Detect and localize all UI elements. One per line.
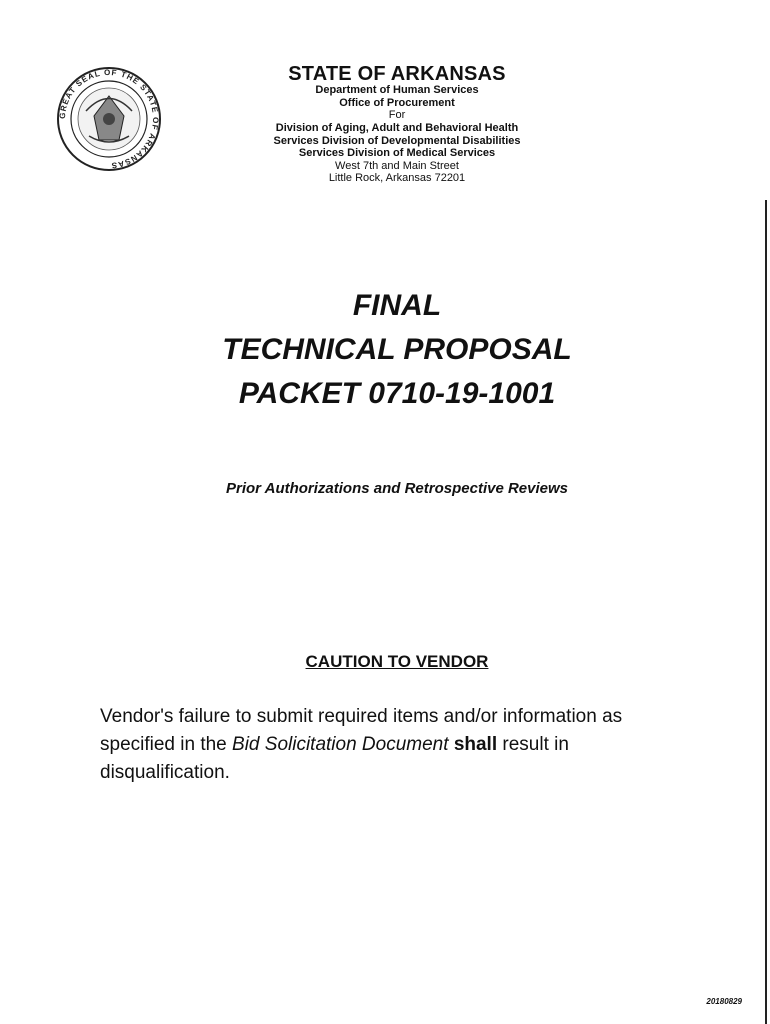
state-seal — [56, 66, 162, 172]
state-title: STATE OF ARKANSAS — [288, 63, 506, 85]
title-line-2: TECHNICAL PROPOSAL — [222, 333, 572, 366]
document-title — [100, 284, 694, 416]
title-line-1: FINAL — [352, 289, 442, 322]
division-line-2: Services Division of Developmental Disabilities — [273, 134, 521, 147]
title-line-3: PACKET 0710-19-1001 — [238, 377, 556, 410]
caution-text-part1: Vendor's failure to submit required items and/or information as specified in the — [100, 706, 623, 755]
caution-text-part3: result in disqualification. — [100, 734, 569, 783]
agency-header — [200, 64, 594, 185]
address-line-2: Little Rock, Arkansas 72201 — [328, 172, 466, 185]
caution-text-italic: Bid Solicitation Document — [232, 734, 449, 755]
division-line-3: Services Division of Medical Services — [298, 147, 496, 160]
scan-edge-line — [765, 200, 767, 1024]
caution-heading: CAUTION TO VENDOR — [305, 652, 489, 671]
caution-text — [100, 703, 680, 787]
caution-text-bold: shall — [453, 734, 498, 755]
for-label: For — [388, 109, 406, 122]
office-name: Office of Procurement — [339, 96, 455, 109]
address-line-1: West 7th and Main Street — [335, 159, 459, 172]
division-line-1: Division of Aging, Adult and Behavioral Health — [275, 121, 519, 134]
footer-code: 20180829 — [706, 997, 742, 1006]
seal-text: GREAT SEAL OF THE STATE OF ARKANSAS — [57, 67, 161, 171]
document-subtitle: Prior Authorizations and Retrospective Reviews — [225, 480, 569, 497]
department-name: Department of Human Services — [315, 84, 479, 96]
